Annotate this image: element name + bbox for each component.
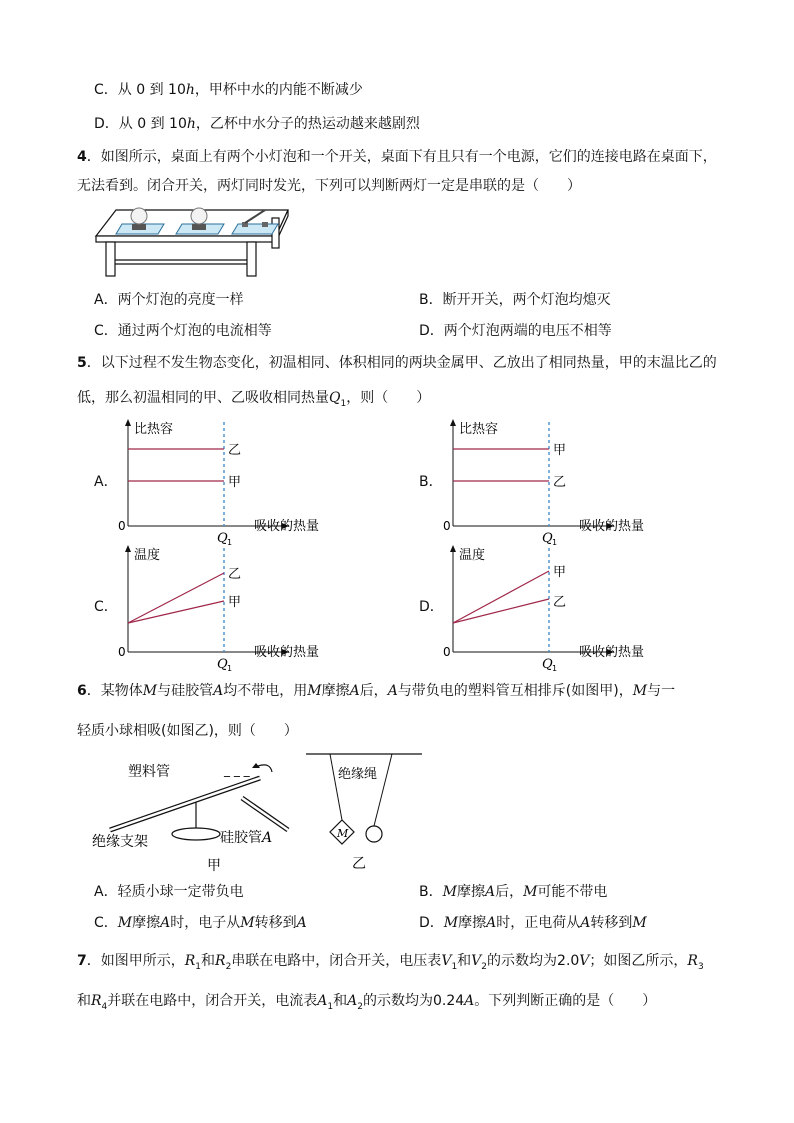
graph-c-bottom-label: 甲: [228, 595, 242, 610]
figure-jia-caption: 甲: [207, 858, 221, 874]
q6-option-c: C．M摩擦A时，电子从M转移到A: [94, 915, 307, 931]
q6-stem-line1: 6．某物体M与硅胶管A均不带电，用M摩擦A后，A与带负电的塑料管互相排斥(如图甲)，M与一: [77, 683, 676, 699]
q5-graph-b-letter: B．: [419, 474, 443, 490]
q6-option-a: A．轻质小球一定带负电: [94, 884, 244, 900]
q3-option-c: C．从 0 到 10h，甲杯中水的内能不断减少: [94, 82, 363, 98]
graph-b-qsub: 1: [552, 538, 558, 546]
graph-d-q: Q: [542, 657, 553, 672]
graph-a-qsub: 1: [227, 538, 233, 546]
graph-b-origin: 0: [443, 519, 451, 533]
graph-b-q: Q: [542, 531, 553, 546]
q4-option-a: A．两个灯泡的亮度一样: [94, 292, 244, 308]
plastic-tube-label: 塑料管: [128, 764, 170, 780]
graph-a-ylabel: 比热容: [134, 422, 174, 437]
graph-a-origin: 0: [118, 519, 126, 533]
graph-b-ylabel: 比热容: [459, 422, 499, 437]
graph-c-ylabel: 温度: [134, 548, 161, 563]
object-m-label: M: [337, 827, 349, 840]
q6-option-d: D．M摩擦A时，正电荷从A转移到M: [419, 915, 647, 931]
q6-figure-jia: [90, 750, 290, 876]
q6-figure-yi: [300, 748, 430, 876]
q4-option-b: B．断开开关，两个灯泡均熄灭: [419, 292, 611, 308]
graph-c-xlabel: 吸收的热量: [254, 645, 320, 660]
graph-d-top-label: 甲: [553, 565, 567, 580]
q3-option-d: D．从 0 到 10h，乙杯中水分子的热运动越来越剧烈: [94, 116, 420, 132]
graph-c-q: Q: [217, 657, 228, 672]
graph-a-top-label: 乙: [228, 443, 242, 458]
q5-stem-line2: 低，那么初温相同的甲、乙吸收相同热量$Q_1$，则（ ）: [77, 390, 431, 409]
q6-stem-line2: 轻质小球相吸(如图乙)，则（ ）: [77, 723, 298, 739]
graph-a-q: Q: [217, 531, 228, 546]
q5-graph-a-letter: A．: [94, 474, 118, 490]
q5-graph-b: [437, 418, 677, 546]
light-ball-icon: [366, 826, 382, 842]
graph-d-qsub: 1: [552, 664, 558, 672]
graph-b-bottom-label: 乙: [553, 475, 567, 490]
q5-graph-d-letter: D．: [419, 599, 444, 615]
q5-graph-a: [112, 418, 352, 546]
graph-a-xlabel: 吸收的热量: [254, 519, 320, 534]
graph-c-origin: 0: [118, 645, 126, 659]
graph-c-qsub: 1: [227, 664, 233, 672]
stand-label: 绝缘支架: [92, 834, 148, 850]
q4-option-c: C．通过两个灯泡的电流相等: [94, 323, 272, 339]
q5-graph-d: [437, 544, 677, 672]
q4-stem-line2: 无法看到。闭合开关，两灯同时发光，下列可以判断两灯一定是串联的是（ ）: [77, 178, 581, 194]
graph-d-ylabel: 温度: [459, 548, 486, 563]
figure-yi-caption: 乙: [352, 856, 366, 872]
q5-graph-c: [112, 544, 352, 672]
q4-table-figure: [92, 204, 292, 278]
rope-label: 绝缘绳: [338, 767, 378, 782]
silicone-tube-label: 硅胶管: [220, 830, 262, 846]
q5-graph-c-letter: C．: [94, 599, 118, 615]
silicone-tube-a: A: [262, 830, 273, 846]
graph-d-xlabel: 吸收的热量: [579, 645, 645, 660]
q4-option-d: D．两个灯泡两端的电压不相等: [419, 323, 612, 339]
q5-stem-line1: 5．以下过程不发生物态变化，初温相同、体积相同的两块金属甲、乙放出了相同热量，甲的末温比乙的: [77, 355, 717, 371]
graph-d-bottom-label: 乙: [553, 595, 567, 610]
graph-c-top-label: 乙: [228, 567, 242, 582]
q7-stem-line2: 和$R_4$并联在电路中，闭合开关，电流表$A_1$和$A_2$的示数均为0.24A。下列判断正确的是（ ）: [77, 993, 657, 1012]
graph-b-xlabel: 吸收的热量: [579, 519, 645, 534]
charge-signs: _ _ _: [224, 763, 250, 777]
q6-option-b: B．M摩擦A后，M可能不带电: [419, 884, 608, 900]
graph-b-top-label: 甲: [553, 443, 567, 458]
graph-d-origin: 0: [443, 645, 451, 659]
q7-stem-line1: 7．如图甲所示，$R_1$和$R_2$串联在电路中，闭合开关，电压表$V_1$和$V_2$的示数均为2.0V；如图乙所示，$R_3$: [77, 953, 704, 972]
q4-stem-line1: 4．如图所示，桌面上有两个小灯泡和一个开关，桌面下有且只有一个电源，它们的连接电路在桌面下，: [77, 149, 717, 165]
graph-a-bottom-label: 甲: [228, 475, 242, 490]
